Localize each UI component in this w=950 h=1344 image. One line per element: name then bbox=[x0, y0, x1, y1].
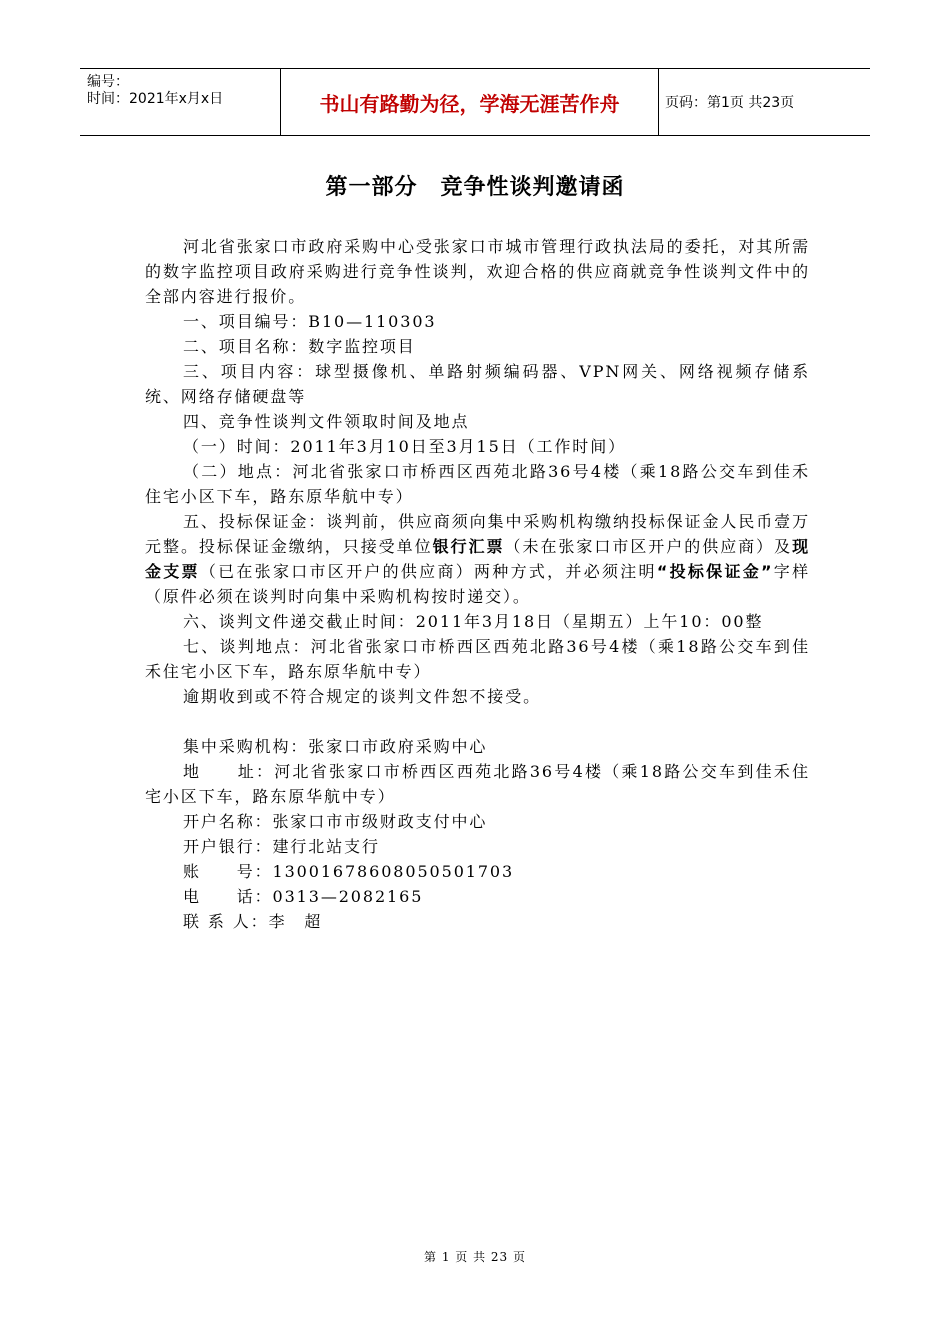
paragraph-item7: 七、谈判地点：河北省张家口市桥西区西苑北路36号4楼（乘18路公交车到佳禾住宅小区下车，路东原华航中专） bbox=[145, 637, 810, 681]
item5-text-post: 字样（原件必须在谈判时向集中采购机构按时递交）。 bbox=[145, 562, 810, 606]
paragraph-item3: 三、项目内容：球型摄像机、单路射频编码器、VPN网关、网络视频存储系统、网络存储硬盘等 bbox=[145, 362, 810, 406]
header-motto: 书山有路勤为径，学海无涯苦作舟 bbox=[281, 69, 659, 135]
paragraph-item4b: （二）地点：河北省张家口市桥西区西苑北路36号4楼（乘18路公交车到佳禾住宅小区下车，路东原华航中专） bbox=[145, 462, 810, 506]
page-footer: 第 1 页 共 23 页 bbox=[424, 1250, 526, 1264]
paragraph-phone: 电 话：0313—2082165 bbox=[183, 887, 424, 906]
paragraph-item4: 四、竞争性谈判文件领取时间及地点 bbox=[183, 412, 470, 431]
page-header bbox=[80, 68, 870, 136]
header-code-label: 编号： bbox=[87, 74, 129, 90]
header-meta bbox=[80, 69, 281, 135]
item5-bank-draft: 银行汇票 bbox=[432, 537, 505, 556]
paragraph-bank: 开户银行：建行北站支行 bbox=[183, 837, 380, 856]
blank-line bbox=[145, 709, 810, 734]
item5-cash-check: 现金支票 bbox=[145, 537, 810, 581]
paragraph-account-number: 账 号：13001678608050501703 bbox=[183, 862, 515, 881]
header-page-info: 页码：第1页 共23页 bbox=[665, 95, 795, 111]
paragraph-item5 bbox=[145, 509, 810, 609]
paragraph-item2: 二、项目名称：数字监控项目 bbox=[183, 337, 416, 356]
paragraph-account-name: 开户名称：张家口市市级财政支付中心 bbox=[183, 812, 488, 831]
paragraph-address: 地 址：河北省张家口市桥西区西苑北路36号4楼（乘18路公交车到佳禾住宅小区下车，路东原华航中专） bbox=[145, 762, 810, 806]
paragraph-agency: 集中采购机构：张家口市政府采购中心 bbox=[183, 737, 488, 756]
paragraph-item4a: （一）时间：2011年3月10日至3月15日（工作时间） bbox=[183, 437, 626, 456]
header-time: 时间：2021年x月x日 bbox=[87, 91, 224, 107]
paragraph-item1: 一、项目编号：B10—110303 bbox=[183, 312, 437, 331]
document-body bbox=[145, 234, 810, 934]
paragraph-contact: 联 系 人：李 超 bbox=[183, 912, 323, 931]
paragraph-item6: 六、谈判文件递交截止时间：2011年3月18日（星期五）上午10：00整 bbox=[183, 612, 764, 631]
item5-text-pre: 五、投标保证金：谈判前，供应商须向集中采购机构缴纳投标保证金人民币壹万元整。投标保证金缴纳，只接受单位 bbox=[145, 512, 810, 556]
document-title: 第一部分 竞争性谈判邀请函 bbox=[325, 175, 625, 200]
item5-deposit-mark: “投标保证金” bbox=[656, 562, 774, 581]
item5-text-mid1: （未在张家口市区开户的供应商）及 bbox=[504, 537, 793, 556]
item5-text-mid2: （已在张家口市区开户的供应商）两种方式，并必须注明 bbox=[199, 562, 657, 581]
paragraph-intro: 河北省张家口市政府采购中心受张家口市城市管理行政执法局的委托，对其所需的数字监控项目政府采购进行竞争性谈判，欢迎合格的供应商就竞争性谈判文件中的全部内容进行报价。 bbox=[145, 237, 810, 306]
paragraph-late-notice: 逾期收到或不符合规定的谈判文件恕不接受。 bbox=[183, 687, 542, 706]
